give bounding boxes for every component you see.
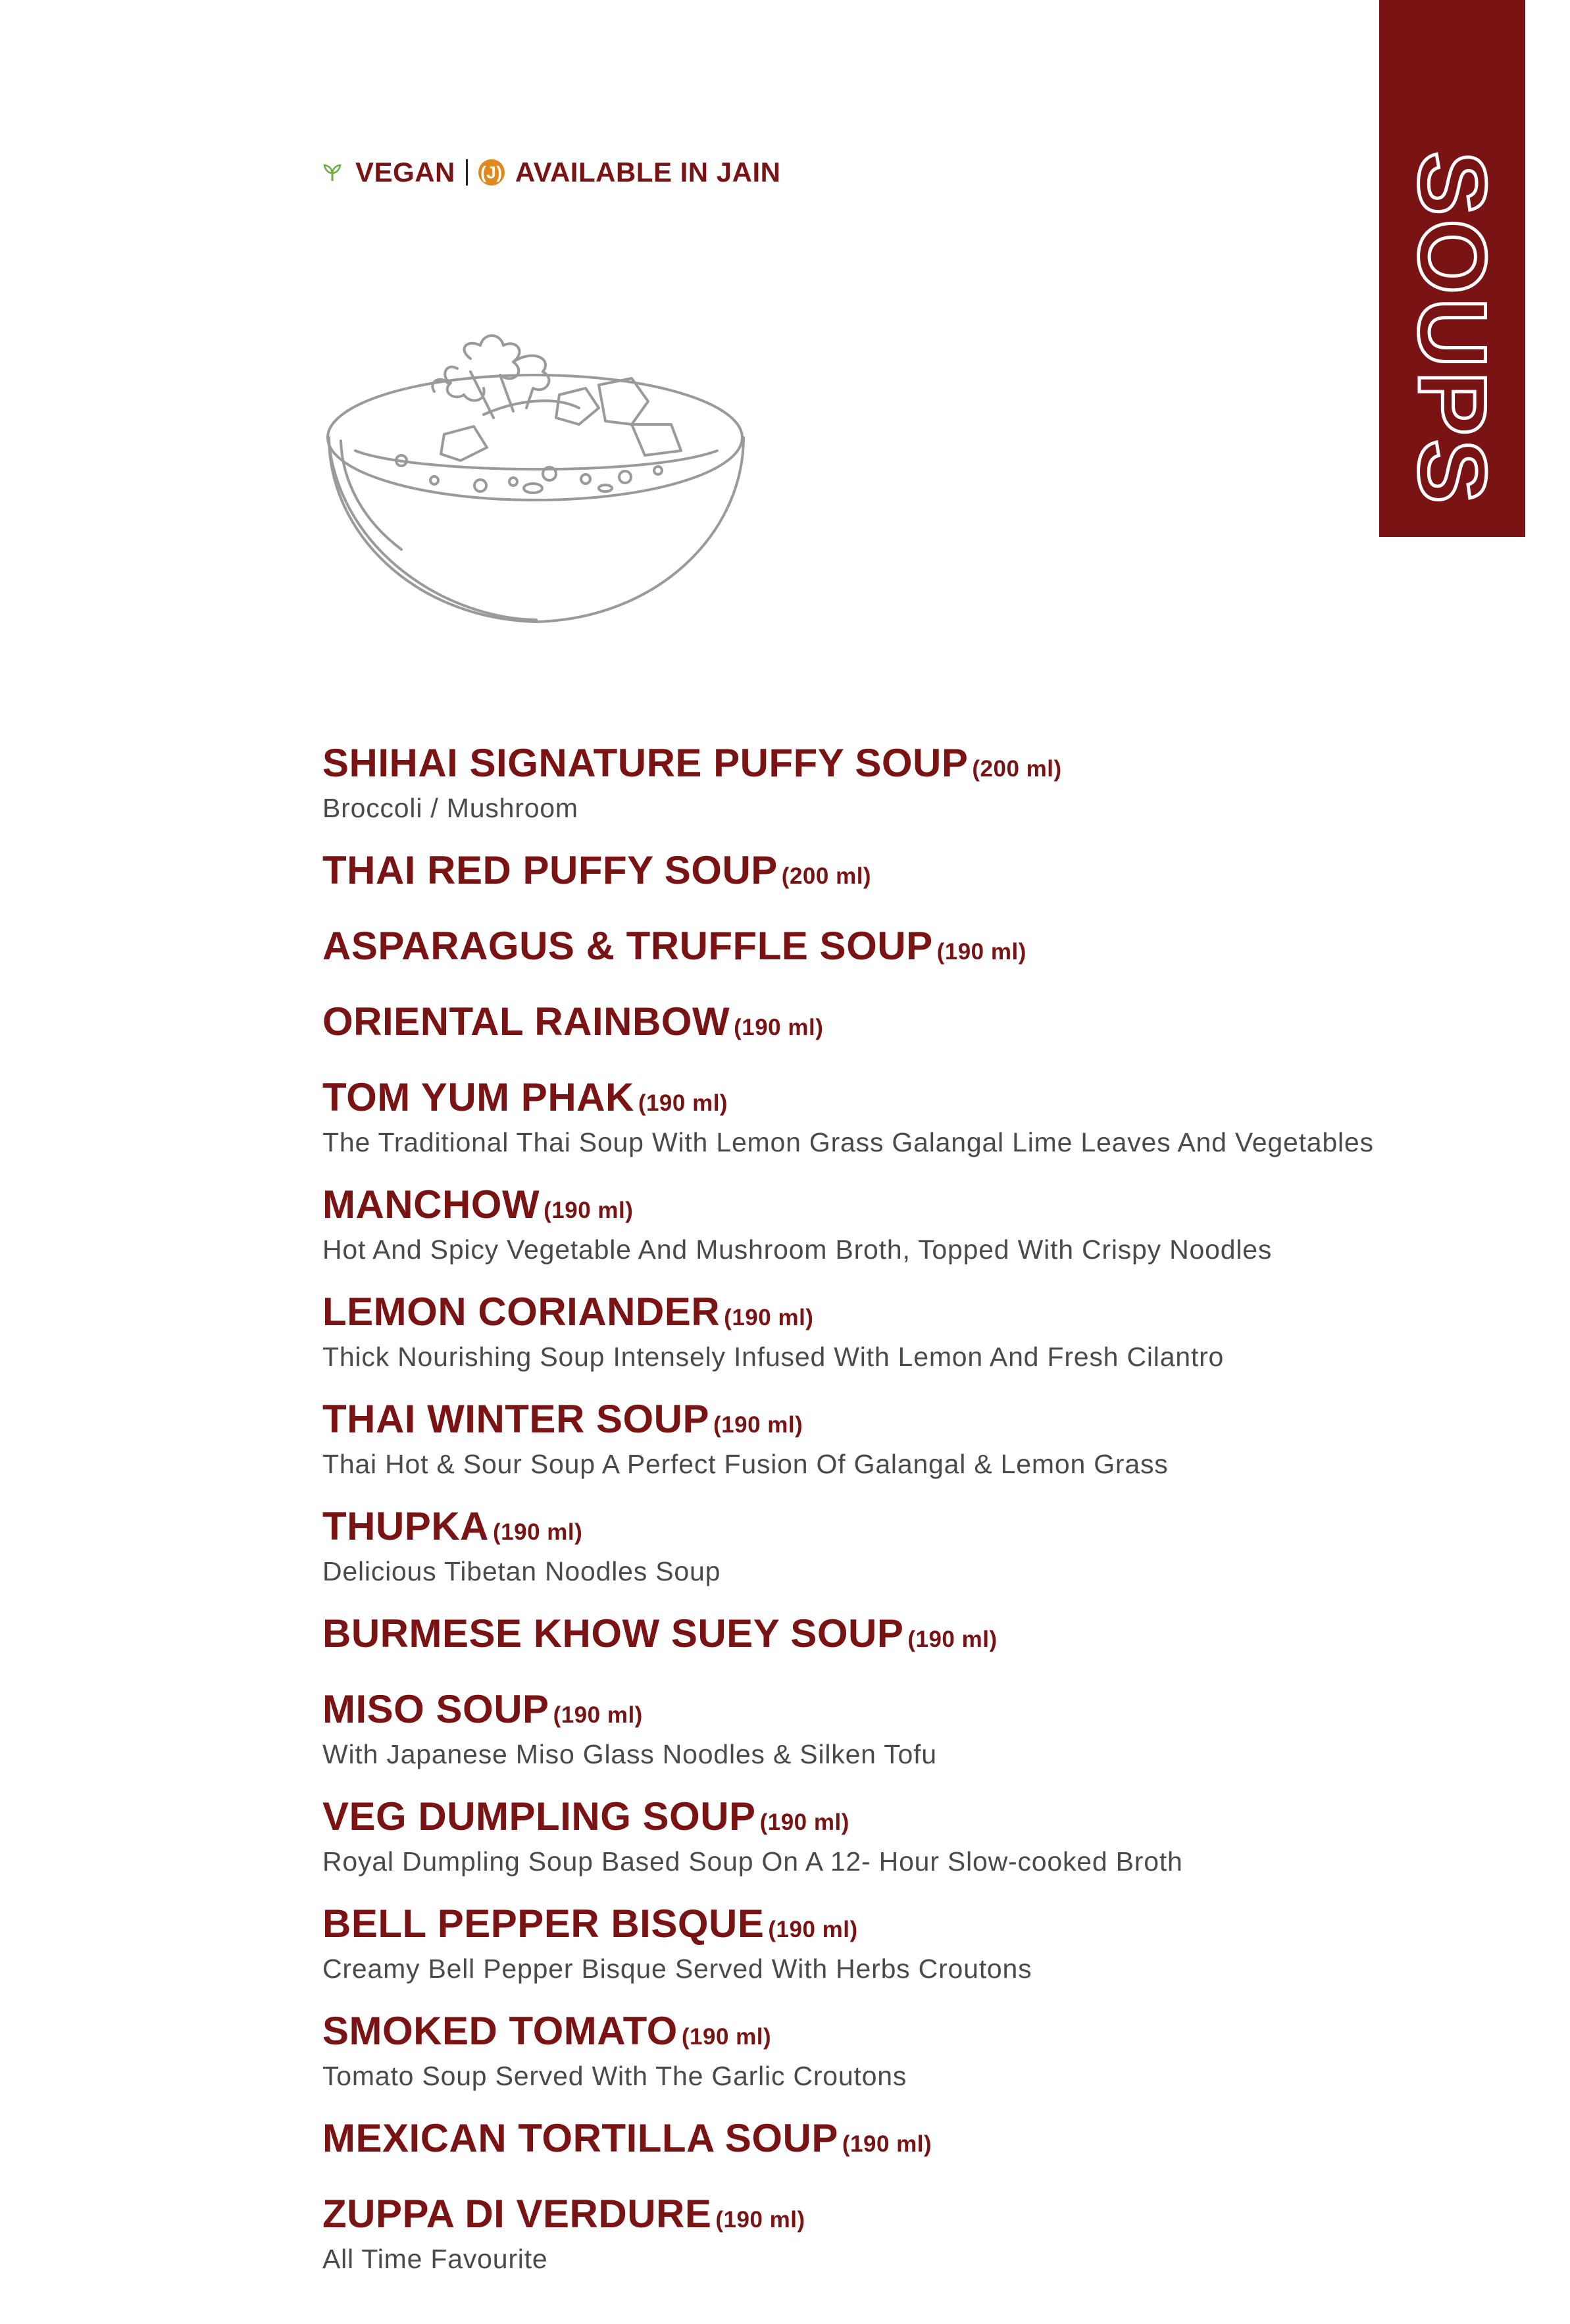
menu-item-name: SHIHAI SIGNATURE PUFFY SOUP (200 ml) xyxy=(322,741,1062,785)
menu-item-volume: (190 ml) xyxy=(713,1412,803,1438)
menu-item-description: Thai Hot & Sour Soup A Perfect Fusion Of Galangal & Lemon Grass xyxy=(322,1449,1169,1479)
menu-item-volume: (190 ml) xyxy=(768,1917,858,1942)
jain-label: AVAILABLE IN JAIN xyxy=(515,157,781,188)
menu-item-name: MISO SOUP (190 ml) xyxy=(322,1687,643,1731)
menu-item-volume: (190 ml) xyxy=(907,1627,998,1652)
menu-item-name: MEXICAN TORTILLA SOUP (190 ml) xyxy=(322,2116,932,2160)
menu-item-description: Royal Dumpling Soup Based Soup On A 12- Hour Slow-cooked Broth xyxy=(322,1846,1183,1877)
menu-item-name: SMOKED TOMATO (190 ml) xyxy=(322,2009,772,2053)
menu-item-volume: (190 ml) xyxy=(759,1809,849,1835)
menu-item xyxy=(322,1182,1527,1265)
menu-item xyxy=(322,1396,1527,1480)
menu-item-name: THAI WINTER SOUP (190 ml) xyxy=(322,1397,803,1441)
menu-item-description: Thick Nourishing Soup Intensely Infused With Lemon And Fresh Cilantro xyxy=(322,1342,1225,1372)
dietary-legend xyxy=(322,157,780,188)
menu-item-volume: (190 ml) xyxy=(638,1090,728,1116)
menu-item-volume: (190 ml) xyxy=(734,1015,824,1040)
menu-item xyxy=(322,1794,1527,1877)
menu-item-name: THAI RED PUFFY SOUP (200 ml) xyxy=(322,848,872,892)
menu-item xyxy=(322,1611,1527,1663)
menu-item-description: Delicious Tibetan Noodles Soup xyxy=(322,1556,721,1586)
menu-item-name: BURMESE KHOW SUEY SOUP (190 ml) xyxy=(322,1611,998,1655)
menu-item-volume: (190 ml) xyxy=(842,2131,932,2157)
menu-item-description: The Traditional Thai Soup With Lemon Grass Galangal Lime Leaves And Vegetables xyxy=(322,1127,1374,1157)
menu-item-description: All Time Favourite xyxy=(322,2244,548,2274)
menu-item-description: Creamy Bell Pepper Bisque Served With Herbs Croutons xyxy=(322,1954,1032,1984)
vegan-label: VEGAN xyxy=(355,157,455,188)
menu-item xyxy=(322,1074,1527,1158)
menu-item-name: ORIENTAL RAINBOW (190 ml) xyxy=(322,999,824,1044)
menu-item xyxy=(322,847,1527,899)
section-banner xyxy=(1379,0,1525,537)
menu-item-volume: (200 ml) xyxy=(972,756,1062,782)
menu-item-name: THUPKA (190 ml) xyxy=(322,1504,583,1548)
legend-separator xyxy=(466,159,468,186)
menu-item-name: VEG DUMPLING SOUP (190 ml) xyxy=(322,1794,849,1838)
menu-item xyxy=(322,1503,1527,1587)
menu-item-name: LEMON CORIANDER (190 ml) xyxy=(322,1290,814,1334)
menu-item xyxy=(322,740,1527,824)
soup-bowl-illustration xyxy=(316,309,757,632)
menu-item-volume: (190 ml) xyxy=(553,1702,643,1728)
menu-item-volume: (190 ml) xyxy=(936,939,1026,965)
vegan-leaf-icon xyxy=(322,163,342,182)
menu-item-name: ZUPPA DI VERDURE (190 ml) xyxy=(322,2192,805,2236)
menu-item-description: Hot And Spicy Vegetable And Mushroom Broth, Topped With Crispy Noodles xyxy=(322,1234,1273,1265)
menu-item xyxy=(322,1901,1527,1984)
menu-item xyxy=(322,923,1527,975)
menu-item xyxy=(322,2115,1527,2167)
menu-item-volume: (190 ml) xyxy=(715,2207,805,2233)
menu-item-name: TOM YUM PHAK (190 ml) xyxy=(322,1075,728,1119)
menu-item-volume: (190 ml) xyxy=(544,1198,634,1223)
menu-item-name: ASPARAGUS & TRUFFLE SOUP (190 ml) xyxy=(322,924,1026,968)
menu-item-volume: (200 ml) xyxy=(781,863,872,889)
menu-item xyxy=(322,999,1527,1051)
menu-item xyxy=(322,2008,1527,2092)
menu-item xyxy=(322,1686,1527,1770)
jain-badge-icon: (J) xyxy=(478,159,505,186)
menu-item xyxy=(322,2191,1527,2275)
menu-item-name: BELL PEPPER BISQUE (190 ml) xyxy=(322,1902,858,1946)
menu-item-description: Broccoli / Mushroom xyxy=(322,793,578,823)
menu-item-volume: (190 ml) xyxy=(681,2024,772,2050)
section-title: SOUPS xyxy=(1399,151,1506,508)
menu-item xyxy=(322,1289,1527,1373)
soup-menu-list xyxy=(322,740,1527,2298)
menu-item-description: With Japanese Miso Glass Noodles & Silken Tofu xyxy=(322,1739,937,1769)
menu-item-name: MANCHOW (190 ml) xyxy=(322,1182,634,1226)
menu-item-description: Tomato Soup Served With The Garlic Croutons xyxy=(322,2061,907,2091)
menu-item-volume: (190 ml) xyxy=(724,1305,814,1330)
menu-item-volume: (190 ml) xyxy=(493,1519,583,1545)
